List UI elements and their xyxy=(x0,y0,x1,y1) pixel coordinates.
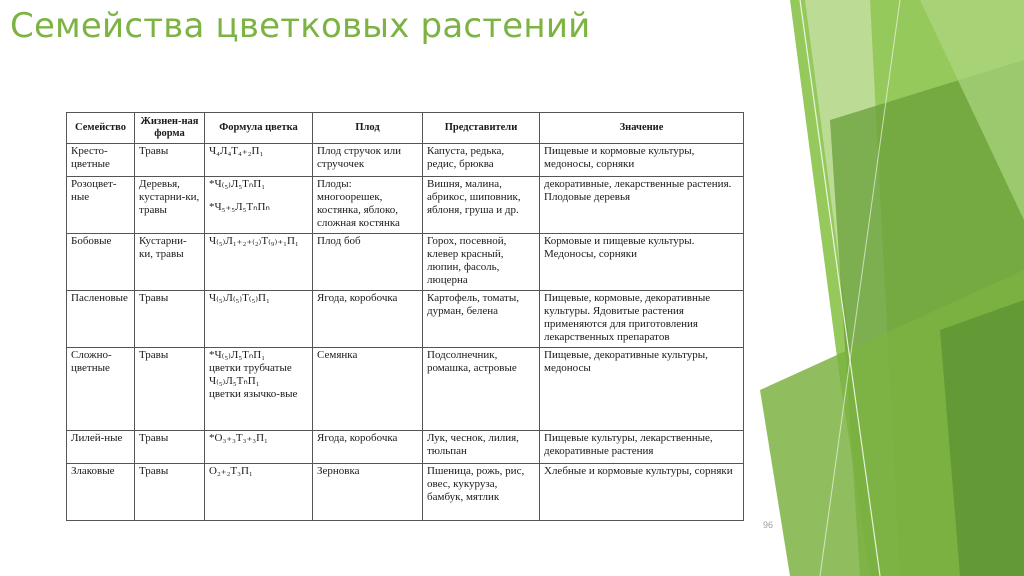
cell-fruit: Ягода, коробочка xyxy=(313,431,423,464)
cell-fruit: Ягода, коробочка xyxy=(313,291,423,348)
table-row xyxy=(67,177,744,234)
header-formula: Формула цветка xyxy=(205,113,313,144)
formula-line: Ч₍₅₎Л₅ТₙП₁ xyxy=(209,375,260,387)
cell-formula xyxy=(205,431,313,464)
cell-fruit: Плоды: многоорешек, костянка, яблоко, сложная костянка xyxy=(313,177,423,234)
cell-representatives: Пшеница, рожь, рис, овес, кукуруза, бамбук, мятлик xyxy=(423,464,540,521)
table-row xyxy=(67,431,744,464)
formula-line: Ч₍₅₎Л₍₅₎Т₍₅₎П₁ xyxy=(209,292,270,304)
header-family: Семейство xyxy=(67,113,135,144)
cell-significance: Пищевые культуры, лекарственные, декоративные растения xyxy=(540,431,744,464)
cell-life-form: Травы xyxy=(135,431,205,464)
cell-fruit: Семянка xyxy=(313,348,423,431)
cell-representatives: Картофель, томаты, дурман, белена xyxy=(423,291,540,348)
cell-formula xyxy=(205,291,313,348)
cell-life-form: Травы xyxy=(135,464,205,521)
header-life-form: Жизнен-ная форма xyxy=(135,113,205,144)
cell-significance: Кормовые и пищевые культуры. Медоносы, сорняки xyxy=(540,234,744,291)
cell-representatives: Лук, чеснок, лилия, тюльпан xyxy=(423,431,540,464)
cell-significance: Пищевые и кормовые культуры, медоносы, сорняки xyxy=(540,144,744,177)
cell-family: Пасленовые xyxy=(67,291,135,348)
table-row xyxy=(67,291,744,348)
cell-fruit: Плод боб xyxy=(313,234,423,291)
cell-family: Кресто-цветные xyxy=(67,144,135,177)
cell-family: Злаковые xyxy=(67,464,135,521)
cell-formula xyxy=(205,234,313,291)
slide-title: Семейства цветковых растений xyxy=(10,6,591,46)
plant-families-table-wrapper xyxy=(66,112,743,521)
cell-fruit: Плод стручок или стручочек xyxy=(313,144,423,177)
header-fruit: Плод xyxy=(313,113,423,144)
formula-line: цветки язычко-вые xyxy=(209,388,298,400)
cell-life-form: Травы xyxy=(135,348,205,431)
plant-families-table xyxy=(66,112,744,521)
header-significance: Значение xyxy=(540,113,744,144)
cell-formula xyxy=(205,464,313,521)
formula-line: цветки трубчатые xyxy=(209,362,292,374)
formula-line: *Ч₍₅₎Л₅ТₙП₁ xyxy=(209,178,266,190)
table-header-row xyxy=(67,113,744,144)
cell-family: Лилей-ные xyxy=(67,431,135,464)
cell-significance: Пищевые, кормовые, декоративные культуры. Ядовитые растения применяются для приготовления лекарственных препаратов xyxy=(540,291,744,348)
cell-representatives: Горох, посевной, клевер красный, люпин, фасоль, люцерна xyxy=(423,234,540,291)
formula-line: О₂₊₂Т₃П₁ xyxy=(209,465,253,477)
cell-significance: Хлебные и кормовые культуры, сорняки xyxy=(540,464,744,521)
cell-family: Бобовые xyxy=(67,234,135,291)
cell-family: Розоцвет-ные xyxy=(67,177,135,234)
cell-significance: Пищевые, декоративные культуры, медоносы xyxy=(540,348,744,431)
formula-line: *Ч₍₅₎Л₅ТₙП₁ xyxy=(209,349,266,361)
table-row xyxy=(67,234,744,291)
cell-significance: декоративные, лекарственные растения. Плодовые деревья xyxy=(540,177,744,234)
table-row xyxy=(67,464,744,521)
cell-formula xyxy=(205,177,313,234)
formula-line: *Ч₅₊₅Л₅ТₙПₙ xyxy=(209,201,270,213)
formula-line: Ч₄Л₄Т₄₊₂П₁ xyxy=(209,145,264,157)
cell-life-form: Кустарни-ки, травы xyxy=(135,234,205,291)
formula-line: Ч₍₅₎Л₁₊₂₊₍₂₎Т₍₉₎₊₁П₁ xyxy=(209,235,299,247)
cell-representatives: Вишня, малина, абрикос, шиповник, яблоня, груша и др. xyxy=(423,177,540,234)
header-representatives: Представители xyxy=(423,113,540,144)
table-row xyxy=(67,348,744,431)
cell-fruit: Зерновка xyxy=(313,464,423,521)
formula-line: *О₃₊₃Т₃₊₃П₁ xyxy=(209,432,268,444)
table-row xyxy=(67,144,744,177)
cell-representatives: Капуста, редька, редис, брюква xyxy=(423,144,540,177)
cell-life-form: Травы xyxy=(135,291,205,348)
cell-formula xyxy=(205,144,313,177)
cell-life-form: Травы xyxy=(135,144,205,177)
cell-formula xyxy=(205,348,313,431)
page-number: 96 xyxy=(763,520,774,530)
cell-family: Сложно-цветные xyxy=(67,348,135,431)
cell-life-form: Деревья, кустарни-ки, травы xyxy=(135,177,205,234)
cell-representatives: Подсолнечник, ромашка, астровые xyxy=(423,348,540,431)
